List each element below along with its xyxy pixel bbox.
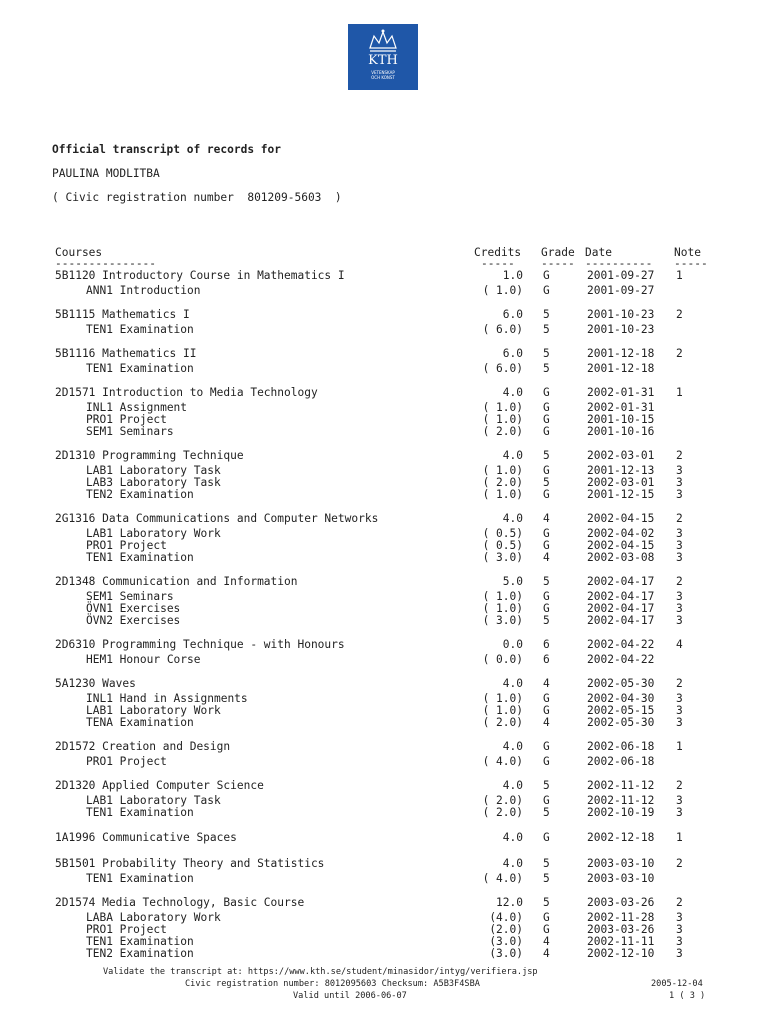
grade-cell: 4 — [543, 551, 550, 564]
credits-cell: (2.0) — [489, 923, 523, 936]
credits-cell: 12.0 — [496, 896, 523, 909]
grade-cell: G — [543, 539, 550, 552]
note-cell: 3 — [676, 794, 683, 807]
course-name: 5B1501 Probability Theory and Statistics — [55, 857, 325, 870]
grade-cell: G — [543, 284, 550, 297]
note-cell: 2 — [676, 308, 683, 321]
component-name: PRO1 Project — [86, 923, 167, 936]
credits-cell: ( 1.0) — [482, 464, 523, 477]
date-cell: 2002-03-01 — [587, 476, 655, 489]
course-name: 2D6310 Programming Technique - with Honours — [55, 638, 345, 651]
note-cell: 1 — [676, 831, 683, 844]
note-cell: 3 — [676, 947, 683, 960]
date-cell: 2003-03-10 — [587, 872, 655, 885]
component-name: TENA Examination — [86, 716, 194, 729]
component-name: SEM1 Seminars — [86, 425, 174, 438]
note-cell: 2 — [676, 575, 683, 588]
date-cell: 2002-12-10 — [587, 947, 655, 960]
component-name: PRO1 Project — [86, 755, 167, 768]
grade-cell: 5 — [543, 449, 550, 462]
credits-cell: ( 6.0) — [482, 362, 523, 375]
date-cell: 2002-05-30 — [587, 716, 655, 729]
grade-cell: G — [543, 386, 550, 399]
grade-cell: 6 — [543, 638, 550, 651]
credits-cell: 5.0 — [502, 575, 523, 588]
course-name: 5B1120 Introductory Course in Mathematics I — [55, 269, 345, 282]
grade-cell: G — [543, 527, 550, 540]
note-cell: 3 — [676, 551, 683, 564]
grade-cell: G — [543, 923, 550, 936]
grade-cell: 5 — [543, 362, 550, 375]
grade-cell: G — [543, 831, 550, 844]
logo-subtext-2: OCH KONST — [371, 75, 395, 80]
credits-cell: ( 1.0) — [482, 284, 523, 297]
date-cell: 2001-12-18 — [587, 347, 655, 360]
grade-cell: G — [543, 464, 550, 477]
date-cell: 2003-03-10 — [587, 857, 655, 870]
course-name: 2D1310 Programming Technique — [55, 449, 244, 462]
credits-cell: ( 3.0) — [482, 614, 523, 627]
credits-cell: ( 1.0) — [482, 590, 523, 603]
underline-credits: ----- — [481, 257, 515, 270]
component-name: LAB3 Laboratory Task — [86, 476, 221, 489]
credits-cell: 4.0 — [502, 740, 523, 753]
date-cell: 2002-06-18 — [587, 740, 655, 753]
date-cell: 2002-04-17 — [587, 590, 655, 603]
component-name: TEN2 Examination — [86, 947, 194, 960]
note-cell: 1 — [676, 269, 683, 282]
credits-cell: ( 1.0) — [482, 602, 523, 615]
grade-cell: 5 — [543, 806, 550, 819]
component-name: PRO1 Project — [86, 413, 167, 426]
note-cell: 3 — [676, 476, 683, 489]
date-cell: 2001-10-23 — [587, 323, 655, 336]
date-cell: 2002-11-11 — [587, 935, 655, 948]
grade-cell: 5 — [543, 872, 550, 885]
note-cell: 3 — [676, 464, 683, 477]
date-cell: 2001-12-15 — [587, 488, 655, 501]
logo-subtext-1: VETENSKAP — [371, 70, 395, 75]
note-cell: 3 — [676, 692, 683, 705]
credits-cell: ( 1.0) — [482, 692, 523, 705]
credits-cell: ( 2.0) — [482, 806, 523, 819]
footer-page: 1 ( 3 ) — [669, 991, 706, 1001]
credits-cell: 1.0 — [502, 269, 523, 282]
credits-cell: ( 4.0) — [482, 872, 523, 885]
note-cell: 3 — [676, 488, 683, 501]
transcript-heading: Official transcript of records for — [52, 143, 282, 156]
credits-cell: 4.0 — [502, 857, 523, 870]
grade-cell: G — [543, 401, 550, 414]
date-cell: 2002-12-18 — [587, 831, 655, 844]
footer-checksum: Civic registration number: 8012095603 Checksum: A5B3F4SBA — [185, 979, 480, 989]
note-cell: 2 — [676, 779, 683, 792]
credits-cell: (3.0) — [489, 947, 523, 960]
grade-cell: 5 — [543, 476, 550, 489]
date-cell: 2002-11-12 — [587, 779, 655, 792]
course-name: 1A1996 Communicative Spaces — [55, 831, 237, 844]
course-name: 5B1116 Mathematics II — [55, 347, 197, 360]
note-cell: 3 — [676, 704, 683, 717]
course-name: 5A1230 Waves — [55, 677, 136, 690]
date-cell: 2001-12-18 — [587, 362, 655, 375]
component-name: LABA Laboratory Work — [86, 911, 221, 924]
crown-icon — [348, 26, 418, 56]
date-cell: 2002-04-17 — [587, 614, 655, 627]
credits-cell: 4.0 — [502, 677, 523, 690]
grade-cell: 6 — [543, 653, 550, 666]
date-cell: 2002-04-30 — [587, 692, 655, 705]
date-cell: 2001-09-27 — [587, 284, 655, 297]
date-cell: 2002-06-18 — [587, 755, 655, 768]
note-cell: 3 — [676, 923, 683, 936]
grade-cell: 5 — [543, 347, 550, 360]
note-cell: 3 — [676, 935, 683, 948]
column-credits: Credits — [474, 246, 522, 259]
note-cell: 3 — [676, 590, 683, 603]
grade-cell: G — [543, 602, 550, 615]
kth-logo — [348, 24, 418, 90]
course-name: 2G1316 Data Communications and Computer Networks — [55, 512, 379, 525]
note-cell: 3 — [676, 911, 683, 924]
underline-date: ---------- — [585, 257, 653, 270]
credits-cell: 0.0 — [502, 638, 523, 651]
note-cell: 1 — [676, 386, 683, 399]
note-cell: 3 — [676, 602, 683, 615]
footer-date: 2005-12-04 — [651, 979, 703, 989]
footer-validate: Validate the transcript at: https://www.kth.se/student/minasidor/intyg/verifiera.jsp — [103, 967, 538, 977]
date-cell: 2002-11-28 — [587, 911, 655, 924]
date-cell: 2002-01-31 — [587, 401, 655, 414]
credits-cell: ( 0.5) — [482, 539, 523, 552]
date-cell: 2002-05-15 — [587, 704, 655, 717]
grade-cell: 5 — [543, 323, 550, 336]
note-cell: 3 — [676, 806, 683, 819]
grade-cell: G — [543, 425, 550, 438]
credits-cell: ( 0.0) — [482, 653, 523, 666]
note-cell: 3 — [676, 539, 683, 552]
grade-cell: 5 — [543, 896, 550, 909]
note-cell: 2 — [676, 857, 683, 870]
component-name: SEM1 Seminars — [86, 590, 174, 603]
column-courses: Courses — [55, 246, 103, 259]
date-cell: 2001-10-15 — [587, 413, 655, 426]
date-cell: 2002-03-01 — [587, 449, 655, 462]
date-cell: 2002-04-22 — [587, 653, 655, 666]
credits-cell: ( 3.0) — [482, 551, 523, 564]
component-name: LAB1 Laboratory Work — [86, 704, 221, 717]
footer-valid-until: Valid until 2006-06-07 — [293, 991, 407, 1001]
date-cell: 2003-03-26 — [587, 896, 655, 909]
grade-cell: 5 — [543, 308, 550, 321]
grade-cell: G — [543, 794, 550, 807]
date-cell: 2001-09-27 — [587, 269, 655, 282]
date-cell: 2002-04-17 — [587, 575, 655, 588]
component-name: HEM1 Honour Corse — [86, 653, 201, 666]
grade-cell: G — [543, 755, 550, 768]
date-cell: 2001-10-16 — [587, 425, 655, 438]
component-name: LAB1 Laboratory Task — [86, 464, 221, 477]
date-cell: 2002-01-31 — [587, 386, 655, 399]
credits-cell: 6.0 — [502, 308, 523, 321]
grade-cell: 4 — [543, 716, 550, 729]
logo-text: KTH — [368, 53, 398, 68]
date-cell: 2002-05-30 — [587, 677, 655, 690]
component-name: TEN1 Examination — [86, 935, 194, 948]
civic-registration: ( Civic registration number 801209-5603 ) — [52, 191, 342, 204]
credits-cell: 6.0 — [502, 347, 523, 360]
component-name: LAB1 Laboratory Task — [86, 794, 221, 807]
credits-cell: ( 2.0) — [482, 794, 523, 807]
grade-cell: 5 — [543, 614, 550, 627]
credits-cell: ( 6.0) — [482, 323, 523, 336]
credits-cell: ( 0.5) — [482, 527, 523, 540]
date-cell: 2002-04-22 — [587, 638, 655, 651]
component-name: TEN1 Examination — [86, 872, 194, 885]
underline-grade: ----- — [541, 257, 575, 270]
component-name: INL1 Hand in Assignments — [86, 692, 248, 705]
grade-cell: 5 — [543, 575, 550, 588]
column-grade: Grade — [541, 246, 575, 259]
credits-cell: 4.0 — [502, 779, 523, 792]
credits-cell: 4.0 — [502, 512, 523, 525]
grade-cell: 4 — [543, 677, 550, 690]
date-cell: 2002-04-02 — [587, 527, 655, 540]
component-name: ÖVN1 Exercises — [86, 602, 181, 615]
note-cell: 1 — [676, 740, 683, 753]
student-name: PAULINA MODLITBA — [52, 167, 160, 180]
credits-cell: ( 2.0) — [482, 716, 523, 729]
component-name: TEN2 Examination — [86, 488, 194, 501]
grade-cell: G — [543, 488, 550, 501]
date-cell: 2002-04-17 — [587, 602, 655, 615]
note-cell: 2 — [676, 677, 683, 690]
grade-cell: 5 — [543, 779, 550, 792]
credits-cell: 4.0 — [502, 449, 523, 462]
credits-cell: ( 1.0) — [482, 488, 523, 501]
credits-cell: (4.0) — [489, 911, 523, 924]
note-cell: 3 — [676, 527, 683, 540]
column-note: Note — [674, 246, 701, 259]
component-name: TEN1 Examination — [86, 551, 194, 564]
grade-cell: G — [543, 590, 550, 603]
component-name: TEN1 Examination — [86, 323, 194, 336]
grade-cell: G — [543, 413, 550, 426]
credits-cell: ( 2.0) — [482, 476, 523, 489]
grade-cell: G — [543, 269, 550, 282]
component-name: ANN1 Introduction — [86, 284, 201, 297]
course-name: 2D1572 Creation and Design — [55, 740, 231, 753]
component-name: LAB1 Laboratory Work — [86, 527, 221, 540]
grade-cell: G — [543, 740, 550, 753]
column-date: Date — [585, 246, 612, 259]
note-cell: 3 — [676, 614, 683, 627]
date-cell: 2003-03-26 — [587, 923, 655, 936]
credits-cell: ( 1.0) — [482, 413, 523, 426]
date-cell: 2001-10-23 — [587, 308, 655, 321]
component-name: PRO1 Project — [86, 539, 167, 552]
component-name: INL1 Assignment — [86, 401, 188, 414]
grade-cell: 4 — [543, 935, 550, 948]
date-cell: 2002-04-15 — [587, 539, 655, 552]
date-cell: 2002-03-08 — [587, 551, 655, 564]
course-name: 5B1115 Mathematics I — [55, 308, 190, 321]
course-name: 2D1320 Applied Computer Science — [55, 779, 264, 792]
note-cell: 3 — [676, 716, 683, 729]
note-cell: 2 — [676, 449, 683, 462]
grade-cell: 5 — [543, 857, 550, 870]
credits-cell: ( 2.0) — [482, 425, 523, 438]
grade-cell: G — [543, 911, 550, 924]
note-cell: 4 — [676, 638, 683, 651]
date-cell: 2002-11-12 — [587, 794, 655, 807]
underline-courses: --------------- — [55, 257, 157, 270]
course-name: 2D1574 Media Technology, Basic Course — [55, 896, 305, 909]
grade-cell: 4 — [543, 512, 550, 525]
grade-cell: G — [543, 692, 550, 705]
note-cell: 2 — [676, 347, 683, 360]
course-name: 2D1348 Communication and Information — [55, 575, 298, 588]
credits-cell: ( 1.0) — [482, 401, 523, 414]
grade-cell: G — [543, 704, 550, 717]
grade-cell: 4 — [543, 947, 550, 960]
credits-cell: ( 1.0) — [482, 704, 523, 717]
date-cell: 2001-12-13 — [587, 464, 655, 477]
component-name: ÖVN2 Exercises — [86, 614, 181, 627]
credits-cell: 4.0 — [502, 386, 523, 399]
component-name: TEN1 Examination — [86, 806, 194, 819]
credits-cell: ( 4.0) — [482, 755, 523, 768]
note-cell: 2 — [676, 512, 683, 525]
date-cell: 2002-04-15 — [587, 512, 655, 525]
component-name: TEN1 Examination — [86, 362, 194, 375]
date-cell: 2002-10-19 — [587, 806, 655, 819]
course-name: 2D1571 Introduction to Media Technology — [55, 386, 318, 399]
note-cell: 2 — [676, 896, 683, 909]
credits-cell: (3.0) — [489, 935, 523, 948]
underline-note: ----- — [674, 257, 708, 270]
credits-cell: 4.0 — [502, 831, 523, 844]
